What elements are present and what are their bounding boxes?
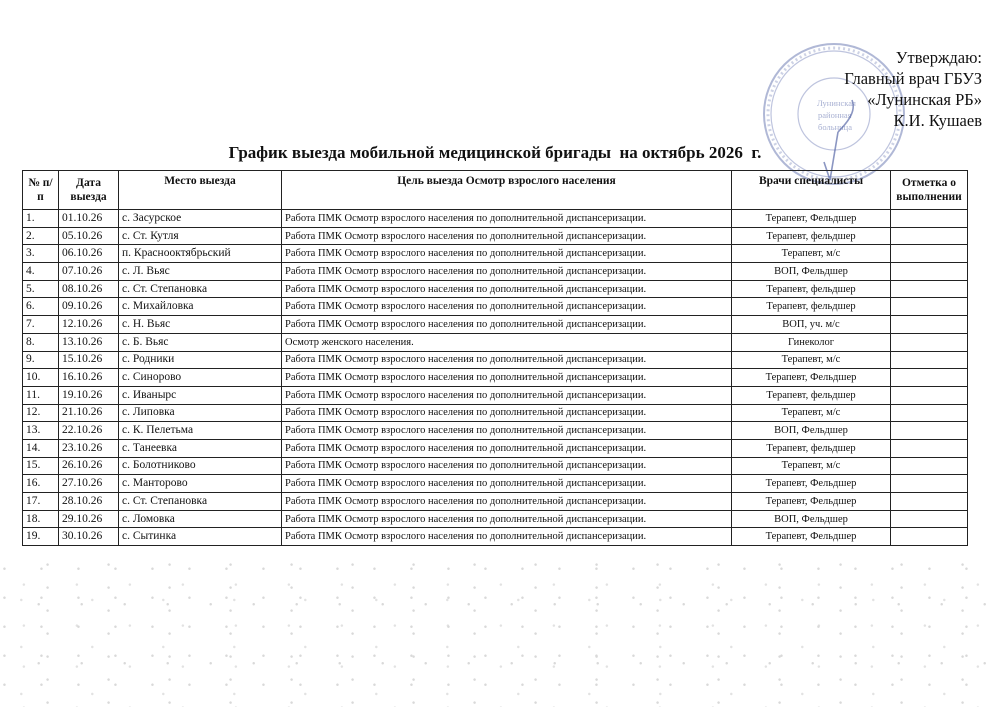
cell-date: 07.10.26 [59,263,119,281]
header-date: Дата выезда [59,171,119,210]
cell-mark [891,227,968,245]
cell-place: с. Манторово [119,475,282,493]
table-header-row [23,171,968,210]
cell-place: с. Ст. Степановка [119,493,282,511]
table-row [23,210,968,228]
cell-doctors: Терапевт, фельдшер [732,280,891,298]
cell-date: 15.10.26 [59,351,119,369]
cell-date: 22.10.26 [59,422,119,440]
cell-num: 6. [23,298,59,316]
cell-doctors: Терапевт, Фельдшер [732,528,891,546]
cell-purpose: Работа ПМК Осмотр взрослого населения по дополнительной диспансеризации. [282,210,732,228]
cell-mark [891,404,968,422]
cell-purpose: Работа ПМК Осмотр взрослого населения по дополнительной диспансеризации. [282,528,732,546]
cell-place: с. К. Пелетьма [119,422,282,440]
cell-num: 7. [23,316,59,334]
cell-place: с. Ст. Кутля [119,227,282,245]
cell-date: 19.10.26 [59,386,119,404]
cell-date: 29.10.26 [59,510,119,528]
cell-mark [891,510,968,528]
cell-num: 8. [23,333,59,351]
cell-doctors: Терапевт, фельдшер [732,439,891,457]
cell-date: 26.10.26 [59,457,119,475]
cell-place: с. Болотниково [119,457,282,475]
table-row [23,351,968,369]
cell-place: с. Сытинка [119,528,282,546]
cell-doctors: Терапевт, Фельдшер [732,493,891,511]
cell-doctors: ВОП, Фельдшер [732,422,891,440]
table-row [23,510,968,528]
cell-mark [891,369,968,387]
cell-mark [891,493,968,511]
table-row [23,280,968,298]
cell-date: 28.10.26 [59,493,119,511]
cell-num: 18. [23,510,59,528]
header-purpose: Цель выезда Осмотр взрослого населения [282,171,732,210]
cell-place: с. Синорово [119,369,282,387]
header-place: Место выезда [119,171,282,210]
cell-doctors: ВОП, Фельдшер [732,263,891,281]
approval-line-organization: «Лунинская РБ» [867,90,982,109]
cell-mark [891,386,968,404]
cell-num: 16. [23,475,59,493]
cell-date: 09.10.26 [59,298,119,316]
cell-doctors: Терапевт, Фельдшер [732,210,891,228]
table-row [23,475,968,493]
cell-doctors: Терапевт, м/с [732,404,891,422]
cell-num: 2. [23,227,59,245]
cell-doctors: Терапевт, Фельдшер [732,369,891,387]
cell-num: 12. [23,404,59,422]
cell-purpose: Работа ПМК Осмотр взрослого населения по дополнительной диспансеризации. [282,439,732,457]
cell-place: с. Л. Вьяс [119,263,282,281]
cell-num: 14. [23,439,59,457]
cell-mark [891,439,968,457]
cell-mark [891,333,968,351]
svg-text:Лунинская: Лунинская [817,98,856,108]
table-row [23,227,968,245]
cell-num: 17. [23,493,59,511]
cell-date: 21.10.26 [59,404,119,422]
table-row [23,298,968,316]
cell-place: с. Иваныpс [119,386,282,404]
cell-date: 05.10.26 [59,227,119,245]
table-row [23,333,968,351]
cell-purpose: Работа ПМК Осмотр взрослого населения по дополнительной диспансеризации. [282,457,732,475]
cell-num: 19. [23,528,59,546]
cell-date: 12.10.26 [59,316,119,334]
cell-mark [891,316,968,334]
table-row [23,528,968,546]
approval-line-position: Главный врач ГБУЗ [844,69,982,88]
cell-doctors: ВОП, уч. м/с [732,316,891,334]
table-row [23,263,968,281]
cell-place: с. Липовка [119,404,282,422]
cell-num: 11. [23,386,59,404]
cell-date: 23.10.26 [59,439,119,457]
cell-mark [891,351,968,369]
table-row [23,457,968,475]
table-row [23,439,968,457]
cell-num: 5. [23,280,59,298]
cell-num: 4. [23,263,59,281]
document-title: График выезда мобильной медицинской бригады на октябрь 2026 г. [228,143,762,162]
cell-date: 30.10.26 [59,528,119,546]
cell-mark [891,298,968,316]
cell-date: 01.10.26 [59,210,119,228]
cell-purpose: Работа ПМК Осмотр взрослого населения по дополнительной диспансеризации. [282,263,732,281]
cell-mark [891,528,968,546]
cell-place: с. Засурское [119,210,282,228]
cell-num: 15. [23,457,59,475]
cell-place: с. Б. Вьяс [119,333,282,351]
header-num: № п/п [23,171,59,210]
scan-noise [0,560,1000,707]
cell-num: 9. [23,351,59,369]
cell-purpose: Работа ПМК Осмотр взрослого населения по дополнительной диспансеризации. [282,422,732,440]
cell-mark [891,422,968,440]
table-row [23,245,968,263]
table-row [23,386,968,404]
cell-purpose: Работа ПМК Осмотр взрослого населения по дополнительной диспансеризации. [282,386,732,404]
cell-purpose: Работа ПМК Осмотр взрослого населения по дополнительной диспансеризации. [282,298,732,316]
cell-purpose: Работа ПМК Осмотр взрослого населения по дополнительной диспансеризации. [282,280,732,298]
cell-date: 27.10.26 [59,475,119,493]
cell-mark [891,263,968,281]
schedule-table [22,170,968,546]
cell-mark [891,280,968,298]
header-doctors: Врачи специалисты [732,171,891,210]
cell-place: с. Михайловка [119,298,282,316]
cell-date: 13.10.26 [59,333,119,351]
cell-doctors: Терапевт, Фельдшер [732,475,891,493]
cell-doctors: Терапевт, фельдшер [732,298,891,316]
cell-purpose: Работа ПМК Осмотр взрослого населения по дополнительной диспансеризации. [282,351,732,369]
cell-doctors: Терапевт, фельдшер [732,386,891,404]
cell-doctors: Терапевт, м/с [732,457,891,475]
cell-place: с. Ломовка [119,510,282,528]
cell-place: с. Ст. Степановка [119,280,282,298]
cell-doctors: Терапевт, м/с [732,351,891,369]
cell-purpose: Работа ПМК Осмотр взрослого населения по дополнительной диспансеризации. [282,493,732,511]
cell-date: 06.10.26 [59,245,119,263]
cell-date: 16.10.26 [59,369,119,387]
cell-purpose: Работа ПМК Осмотр взрослого населения по дополнительной диспансеризации. [282,316,732,334]
cell-purpose: Работа ПМК Осмотр взрослого населения по дополнительной диспансеризации. [282,369,732,387]
svg-text:районная: районная [818,110,852,120]
cell-mark [891,475,968,493]
cell-doctors: Гинеколог [732,333,891,351]
cell-num: 3. [23,245,59,263]
header-mark: Отметка о выполнении [891,171,968,210]
cell-place: с. Родники [119,351,282,369]
cell-mark [891,457,968,475]
cell-mark [891,245,968,263]
cell-place: с. Танеевка [119,439,282,457]
cell-doctors: Терапевт, фельдшер [732,227,891,245]
table-row [23,422,968,440]
cell-place: п. Краснооктябрьский [119,245,282,263]
cell-doctors: Терапевт, м/с [732,245,891,263]
cell-purpose: Работа ПМК Осмотр взрослого населения по дополнительной диспансеризации. [282,404,732,422]
cell-date: 08.10.26 [59,280,119,298]
cell-purpose: Работа ПМК Осмотр взрослого населения по дополнительной диспансеризации. [282,245,732,263]
approval-line-approve: Утверждаю: [895,48,982,67]
cell-purpose: Осмотр женского населения. [282,333,732,351]
cell-num: 1. [23,210,59,228]
approval-line-signatory: К.И. Кушаев [893,111,982,130]
cell-doctors: ВОП, Фельдшер [732,510,891,528]
cell-purpose: Работа ПМК Осмотр взрослого населения по дополнительной диспансеризации. [282,227,732,245]
svg-text:больница: больница [818,122,852,132]
approval-block [844,47,982,131]
cell-purpose: Работа ПМК Осмотр взрослого населения по дополнительной диспансеризации. [282,475,732,493]
cell-place: с. Н. Вьяс [119,316,282,334]
table-row [23,369,968,387]
cell-purpose: Работа ПМК Осмотр взрослого населения по дополнительной диспансеризации. [282,510,732,528]
cell-num: 10. [23,369,59,387]
cell-num: 13. [23,422,59,440]
table-row [23,404,968,422]
table-row [23,316,968,334]
cell-mark [891,210,968,228]
table-row [23,493,968,511]
